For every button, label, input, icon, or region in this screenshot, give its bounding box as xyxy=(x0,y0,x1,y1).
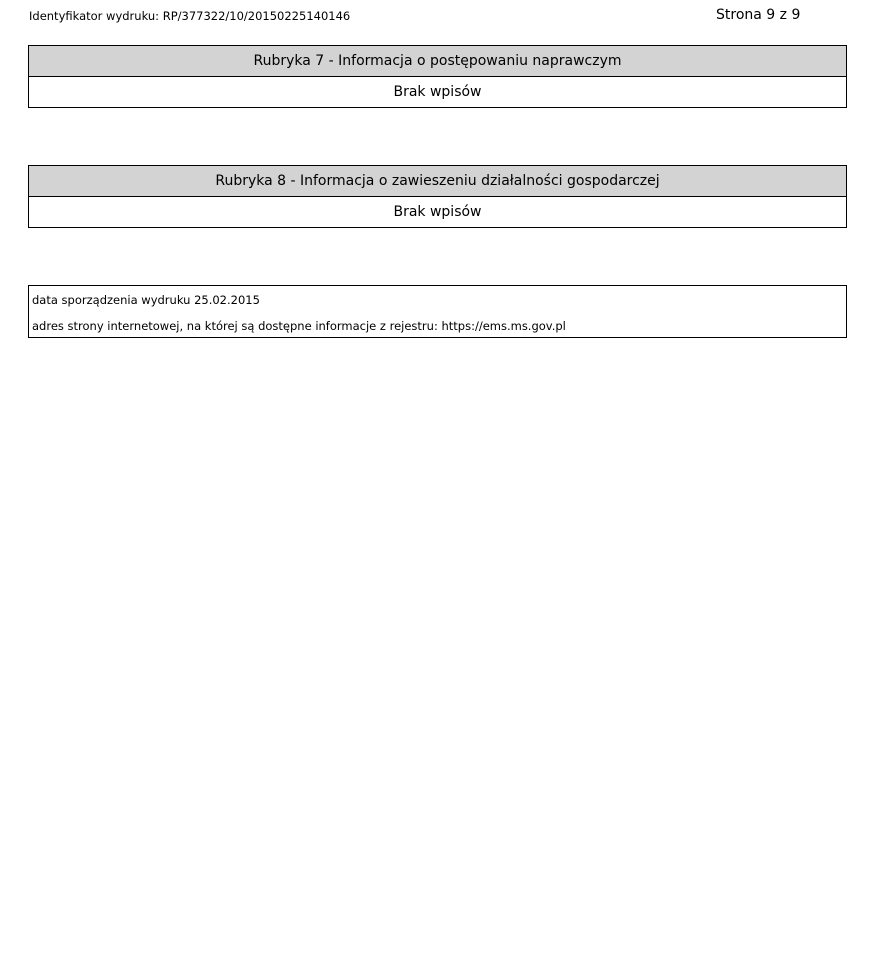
print-identifier: Identyfikator wydruku: RP/377322/10/20150225140146 xyxy=(29,9,351,23)
print-footer xyxy=(28,285,847,338)
registry-url-line: adres strony internetowej, na której są dostępne informacje z rejestru: https://ems.ms.gov.pl xyxy=(32,319,566,333)
section-rubryka-7 xyxy=(28,45,847,108)
section-body: Brak wpisów xyxy=(29,197,846,227)
print-date: data sporządzenia wydruku 25.02.2015 xyxy=(32,293,260,307)
section-body: Brak wpisów xyxy=(29,77,846,107)
section-title: Rubryka 8 - Informacja o zawieszeniu działalności gospodarczej xyxy=(29,166,846,197)
print-header xyxy=(29,7,847,25)
section-rubryka-8 xyxy=(28,165,847,228)
page-number: Strona 9 z 9 xyxy=(716,7,801,23)
section-title: Rubryka 7 - Informacja o postępowaniu naprawczym xyxy=(29,46,846,77)
